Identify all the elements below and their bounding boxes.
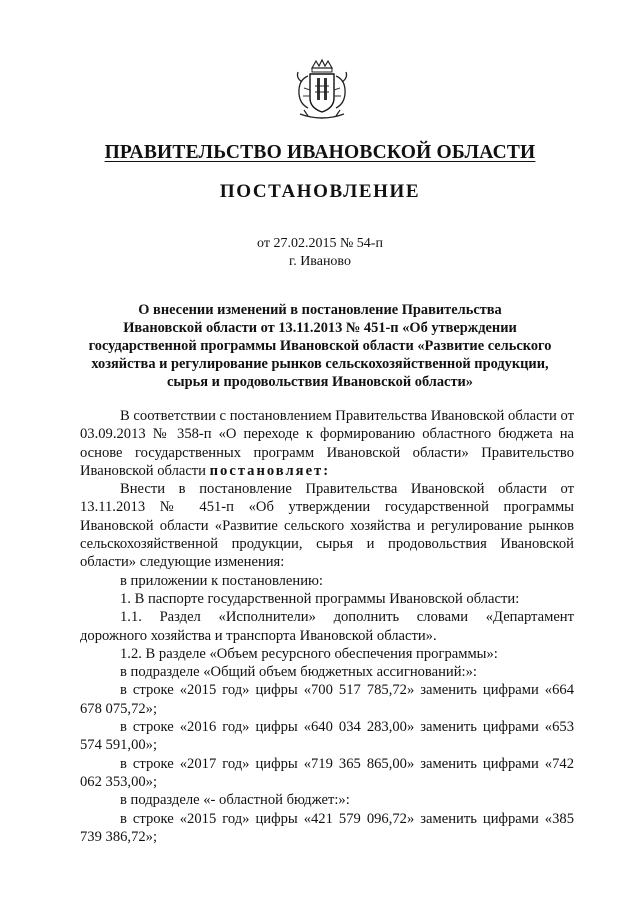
paragraph: 1. В паспорте государственной программы Ивановской области: [120,590,520,607]
document-title [80,301,560,391]
paragraph: Внести в постановление Правительства Ивановской области от 13.11.2013 № 451-п «Об утверждении государственной программы Ивановской области «Развитие сельского хозяйства и регулирование рынков сельскохозяйственной продукции, сырья и продовольствия Ивановской области» следующие изменения: [80,481,574,571]
paragraph: в приложении к постановлению: [120,572,323,589]
title-line: О внесении изменений в постановление Правительства [138,302,502,318]
title-line: Ивановской области от 13.11.2013 № 451-п «Об утверждении [123,320,517,336]
paragraph: в строке «2017 год» цифры «719 365 865,00» заменить цифрами «742 062 353,00»; [80,755,574,790]
paragraph: в подразделе «- областной бюджет:»: [120,792,350,809]
date-block [0,235,640,271]
paragraph: в подразделе «Общий объем бюджетных ассигнований:»: [120,664,477,681]
paragraph: 1.1. Раздел «Исполнители» дополнить словами «Департамент дорожного хозяйства и транспорта Ивановской области». [80,609,574,644]
document-body [80,407,574,846]
title-line: хозяйства и регулирование рынков сельскохозяйственной продукции, [91,356,549,372]
paragraph-preamble [80,407,574,480]
date-number: от 27.02.2015 № 54-п [257,236,383,251]
organization-name: ПРАВИТЕЛЬСТВО ИВАНОВСКОЙ ОБЛАСТИ [104,142,536,163]
city: г. Иваново [289,254,351,269]
document-type: ПОСТАНОВЛЕНИЕ [219,181,421,202]
paragraph: 1.2. В разделе «Объем ресурсного обеспечения программы»: [120,645,498,662]
resolves-word: постановляет: [209,462,331,479]
coat-of-arms-emblem [290,58,354,124]
title-line: государственной программы Ивановской области «Развитие сельского [88,338,552,354]
paragraph: в строке «2016 год» цифры «640 034 283,00» заменить цифрами «653 574 591,00»; [80,719,574,754]
paragraph: в строке «2015 год» цифры «700 517 785,72» заменить цифрами «664 678 075,72»; [80,682,574,717]
preamble-text: В соответствии с постановлением Правительства Ивановской области от 03.09.2013 № 358-п «О переходе к формированию областного бюджета на основе государственных программ Ивановской области» Правительство Ивановской области [80,408,574,479]
paragraph: в строке «2015 год» цифры «421 579 096,72» заменить цифрами «385 739 386,72»; [80,810,574,845]
title-line: сырья и продовольствия Ивановской области» [166,374,474,390]
